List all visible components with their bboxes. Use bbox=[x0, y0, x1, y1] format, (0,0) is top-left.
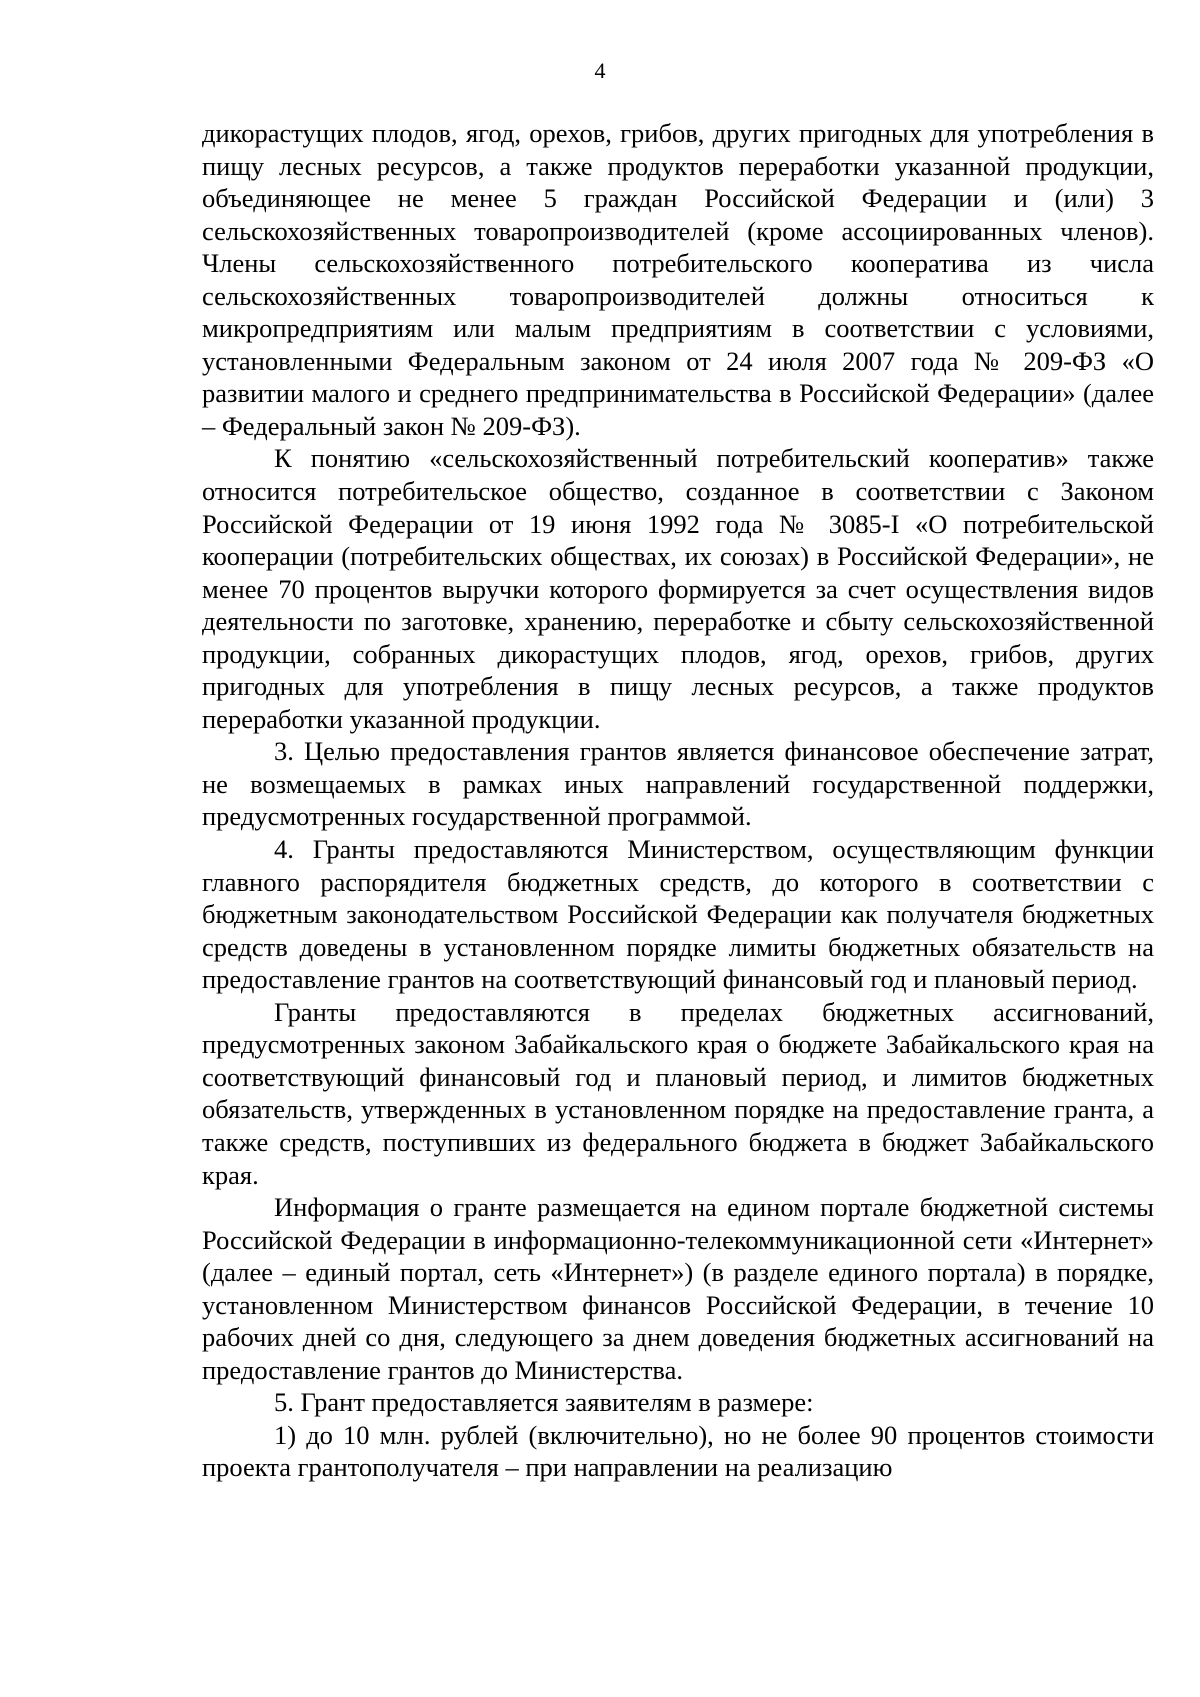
document-body bbox=[202, 117, 1154, 1484]
paragraph-grant-amount-heading: 5. Грант предоставляется заявителям в размере: bbox=[274, 1387, 814, 1418]
paragraph-consumer-society: К понятию «сельскохозяйственный потребительский кооператив» также относится потребительское общество, созданное в соответствии с Законом Российской Федерации от 19 июня 1992 года № 3085-I «О потребительской кооперации (потребительских обществах, их союзах) в Российской Федерации», не менее 70 процентов выручки которого формируется за счет осуществления видов деятельности по заготовке, хранению, переработке и сбыту сельскохозяйственной продукции, собранных дикорастущих плодов, ягод, орехов, грибов, других пригодных для употребления в пищу лесных ресурсов, а также продуктов переработки указанной продукции. bbox=[202, 443, 1154, 734]
page-number: 4 bbox=[594, 58, 606, 83]
paragraph-grant-amount-item-1: 1) до 10 млн. рублей (включительно), но не более 90 процентов стоимости проекта грантополучателя – при направлении на реализацию bbox=[202, 1419, 1154, 1483]
paragraph-budget-limits: Гранты предоставляются в пределах бюджетных ассигнований, предусмотренных законом Забайкальского края о бюджете Забайкальского края на соответствующий финансовый год и плановый период, и лимитов бюджетных обязательств, утвержденных в установленном порядке на предоставление гранта, а также средств, поступивших из федерального бюджета в бюджет Забайкальского края. bbox=[202, 996, 1154, 1190]
paragraph-portal-information: Информация о гранте размещается на едином портале бюджетной системы Российской Федерации в информационно-телекоммуникационной сети «Интернет» (далее – единый портал, сеть «Интернет») (в разделе единого портала) в порядке, установленном Министерством финансов Российской Федерации, в течение 10 рабочих дней со дня, следующего за днем доведения бюджетных ассигнований на предоставление грантов до Министерства. bbox=[202, 1192, 1154, 1385]
paragraph-cooperative-definition-continued: дикорастущих плодов, ягод, орехов, грибов, других пригодных для употребления в пищу лесных ресурсов, а также продуктов переработки указанной продукции, объединяющее не менее 5 граждан Российской Федерации и (или) 3 сельскохозяйственных товаропроизводителей (кроме ассоциированных членов). Члены сельскохозяйственного потребительского кооператива из числа сельскохозяйственных товаропроизводителей должны относиться к микропредприятиям или малым предприятиям в соответствии с условиями, установленными Федеральным законом от 24 июля 2007 года № 209-ФЗ «О развитии малого и среднего предпринимательства в Российской Федерации» (далее – Федеральный закон № 209-ФЗ). bbox=[202, 118, 1154, 441]
paragraph-grant-purpose: 3. Целью предоставления грантов является финансовое обеспечение затрат, не возмещаемых в рамках иных направлений государственной поддержки, предусмотренных государственной программой. bbox=[202, 736, 1154, 832]
paragraph-grant-provider: 4. Гранты предоставляются Министерством, осуществляющим функции главного распорядителя бюджетных средств, до которого в соответствии с бюджетным законодательством Российской Федерации как получателя бюджетных средств доведены в установленном порядке лимиты бюджетных обязательств на предоставление грантов на соответствующий финансовый год и плановый период. bbox=[202, 834, 1154, 995]
